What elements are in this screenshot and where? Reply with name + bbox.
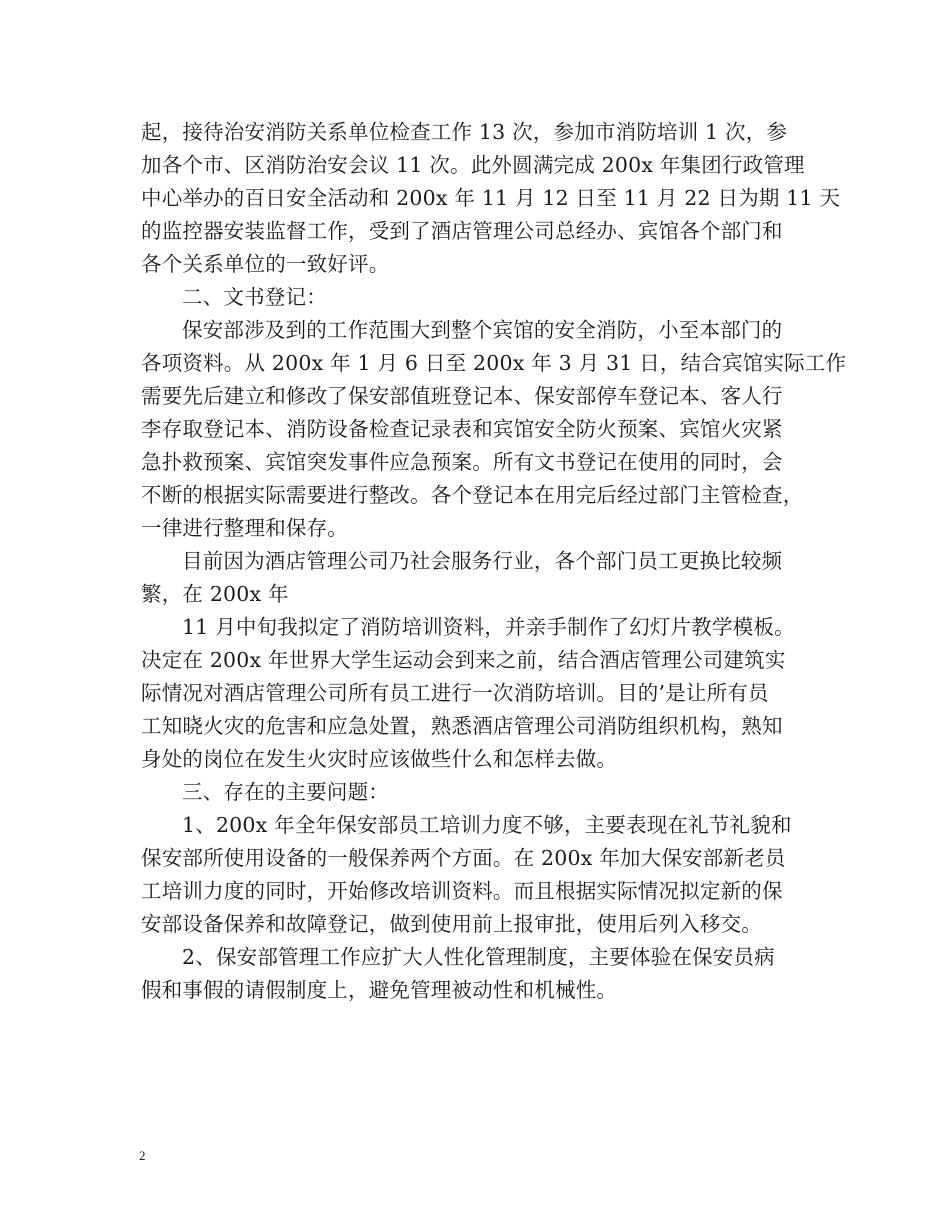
text-line: 繁，在 200x 年 — [141, 582, 289, 606]
text-line: 2、保安部管理工作应扩大人性化管理制度，主要体验在保安员病 — [182, 945, 775, 969]
text-line: 决定在 200x 年世界大学生运动会到来之前，结合酒店管理公司建筑实 — [141, 648, 786, 672]
text-line: 二、文书登记： — [182, 285, 327, 309]
text-line: 11 月中旬我拟定了消防培训资料，并亲手制作了幻灯片教学模板。 — [182, 615, 795, 639]
text-line: 加各个市、区消防治安会议 11 次。此外圆满完成 200x 年集团行政管理 — [141, 153, 805, 177]
text-line: 李存取登记本、消防设备检查记录表和宾馆安全防火预案、宾馆火灾紧 — [141, 417, 783, 441]
text-line: 三、存在的主要问题： — [182, 780, 389, 804]
text-line: 目前因为酒店管理公司乃社会服务行业，各个部门员工更换比较频 — [182, 549, 783, 573]
text-line: 急扑救预案、宾馆突发事件应急预案。所有文书登记在使用的同时，会 — [141, 450, 783, 474]
text-line: 际情况对酒店管理公司所有员工进行一次消防培训。目的’是让所有员 — [141, 681, 769, 705]
text-line: 身处的岗位在发生火灾时应该做些什么和怎样去做。 — [141, 747, 618, 771]
document-body — [141, 116, 847, 1007]
text-line: 各项资料。从 200x 年 1 月 6 日至 200x 年 3 月 31 日，结合宾馆实际工作 — [141, 351, 847, 375]
text-line: 一律进行整理和保存。 — [141, 516, 348, 540]
text-line: 工知晓火灾的危害和应急处置，熟悉酒店管理公司消防组织机构，熟知 — [141, 714, 783, 738]
text-line: 安部设备保养和故障登记，做到使用前上报审批，使用后列入移交。 — [141, 912, 762, 936]
page-number: 2 — [139, 1148, 146, 1163]
text-line: 1、200x 年全年保安部员工培训力度不够，主要表现在礼节礼貌和 — [182, 813, 792, 837]
text-line: 工培训力度的同时，开始修改培训资料。而且根据实际情况拟定新的保 — [141, 879, 783, 903]
text-line: 假和事假的请假制度上，避免管理被动性和机械性。 — [141, 978, 618, 1002]
text-line: 保安部涉及到的工作范围大到整个宾馆的安全消防，小至本部门的 — [182, 318, 783, 342]
text-line: 起，接待治安消防关系单位检查工作 13 次，参加市消防培训 1 次，参 — [141, 120, 788, 144]
text-line: 各个关系单位的一致好评。 — [141, 252, 390, 276]
text-line: 的监控器安装监督工作，受到了酒店管理公司总经办、宾馆各个部门和 — [141, 219, 783, 243]
text-line: 需要先后建立和修改了保安部值班登记本、保安部停车登记本、客人行 — [141, 384, 783, 408]
text-line: 保安部所使用设备的一般保养两个方面。在 200x 年加大保安部新老员 — [141, 846, 786, 870]
text-line: 中心举办的百日安全活动和 200x 年 11 月 12 日至 11 月 22 日为期 11 天 — [141, 186, 841, 210]
text-line: 不断的根据实际需要进行整改。各个登记本在用完后经过部门主管检查， — [141, 483, 804, 507]
